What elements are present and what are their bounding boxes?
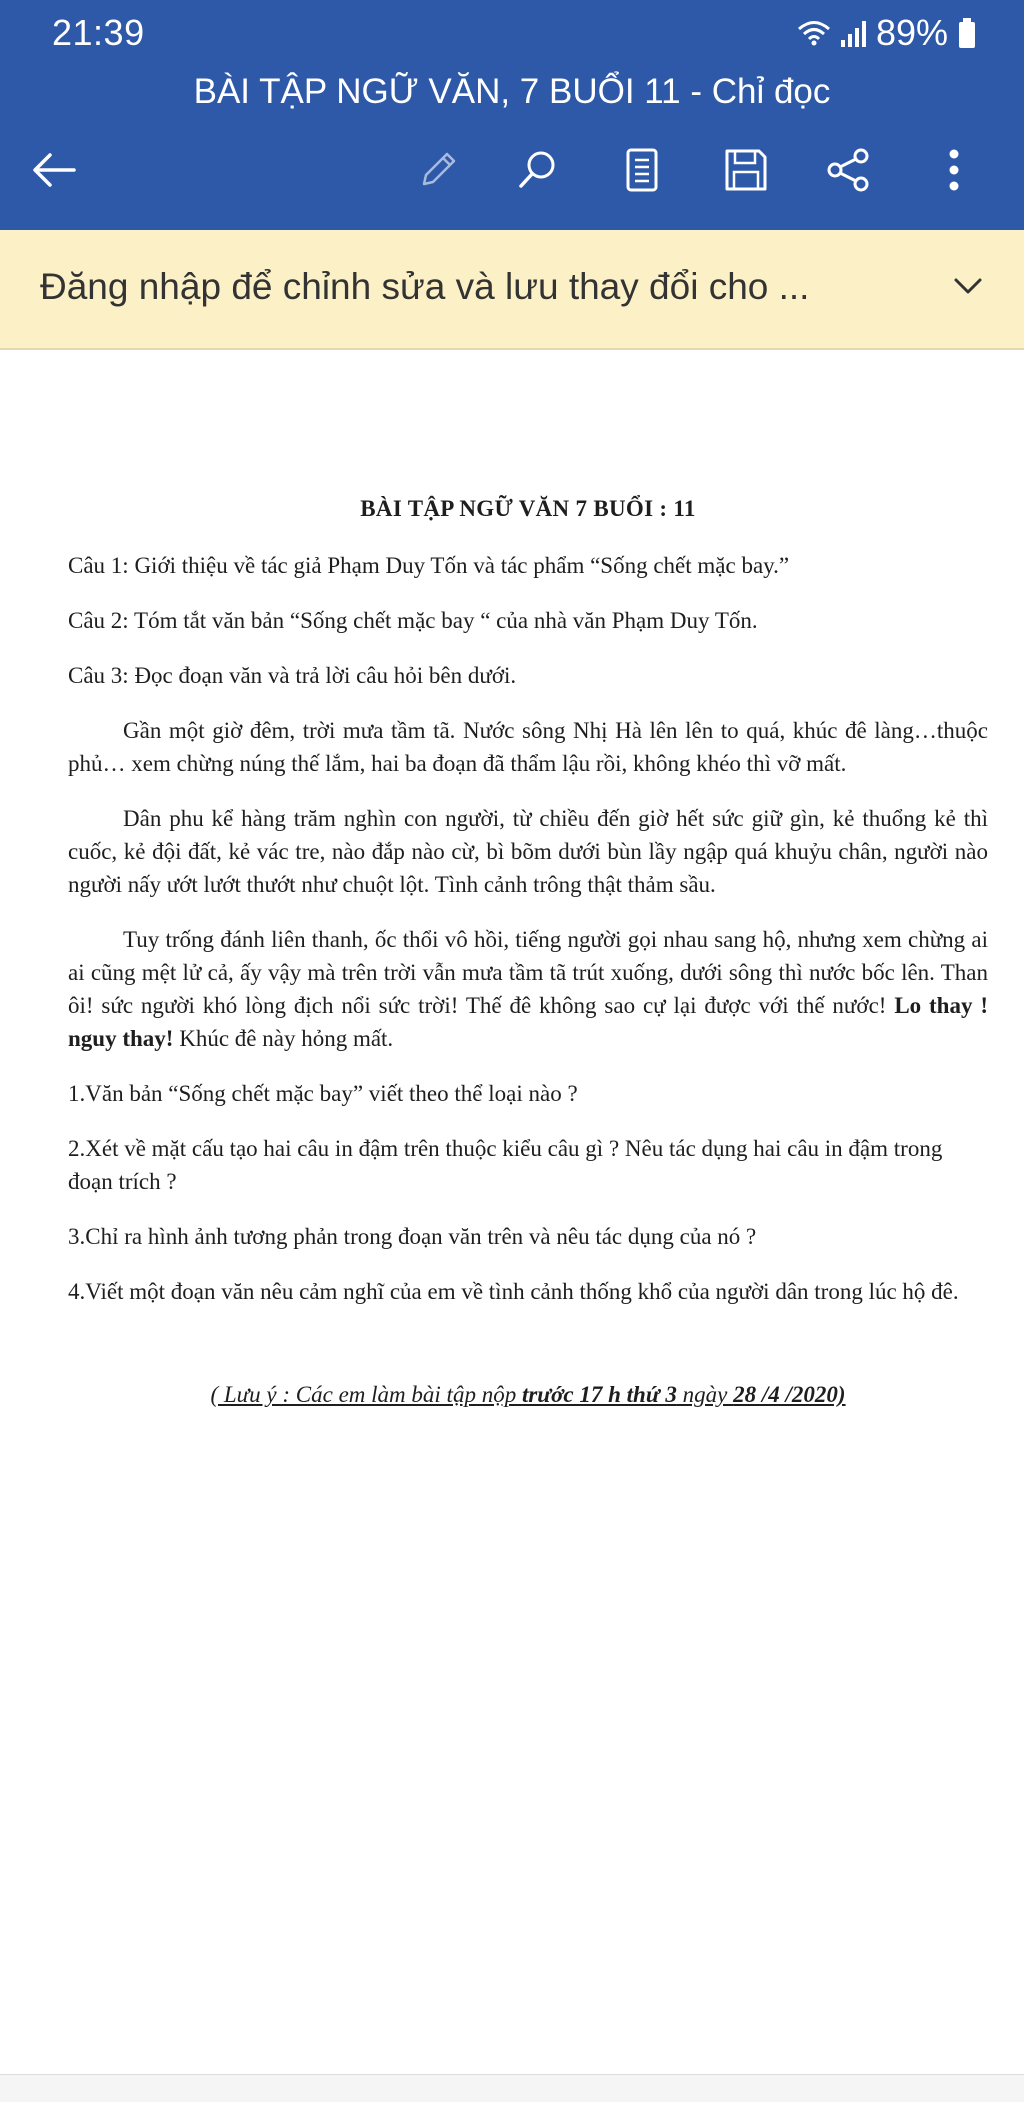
paragraph-3-end: Khúc đê này hỏng mất. (173, 1026, 394, 1051)
doc-heading: BÀI TẬP NGỮ VĂN 7 BUỔI : 11 (360, 496, 696, 521)
expand-banner-button[interactable] (940, 258, 996, 314)
sign-in-banner[interactable] (0, 230, 1024, 350)
toolbar (0, 140, 1024, 200)
back-button[interactable] (24, 140, 84, 200)
wifi-icon (797, 20, 831, 46)
bottom-edge (0, 2074, 1024, 2102)
status-indicators (797, 12, 976, 54)
task-4: 4.Viết một đoạn văn nêu cảm nghĩ của em về tình cảnh thống khổ của người dân trong lúc hộ đê. (68, 1279, 959, 1304)
share-button[interactable] (818, 140, 878, 200)
app-header (0, 0, 1024, 230)
paragraph-3-bold: Lo thay ! nguy thay! (68, 993, 988, 1051)
paragraph-1: Gần một giờ đêm, trời mưa tầm tã. Nước sông Nhị Hà lên lên to quá, khúc đê làng…thuộc phủ… xem chừng núng thế lắm, hai ba đoạn đã thẩm lậu rồi, không khéo thì vỡ mất. (68, 718, 988, 776)
search-button[interactable] (508, 140, 568, 200)
edit-button[interactable] (408, 140, 468, 200)
task-3: 3.Chỉ ra hình ảnh tương phản trong đoạn văn trên và nêu tác dụng của nó ? (68, 1224, 757, 1249)
task-2: 2.Xét về mặt cấu tạo hai câu in đậm trên thuộc kiểu câu gì ? Nêu tác dụng hai câu in đậm trong đoạn trích ? (68, 1136, 943, 1194)
battery-level: 89% (875, 12, 948, 53)
battery-icon (958, 18, 976, 48)
more-icon (946, 147, 962, 193)
note-deadline: trước 17 h thứ 3 (521, 1382, 677, 1407)
pencil-icon (416, 148, 460, 192)
save-button[interactable] (716, 140, 776, 200)
share-icon (825, 147, 871, 193)
chevron-down-icon (953, 276, 983, 296)
note-text: ( Lưu ý : Các em làm bài tập nộp (210, 1382, 522, 1407)
paragraph-3-text: Tuy trống đánh liên thanh, ốc thổi vô hồi, tiếng người gọi nhau sang hộ, nhưng xem chừng ai ai cũng mệt lử cả, ấy vậy mà trên trời vẫn mưa tầm tã trút xuống, dưới sông thì nước bốc lên. Than ôi! sức người khó lòng địch nổi sức trời! Thế đê không sao cự lại được với thế nước! (68, 927, 988, 1018)
note-day: ngày (676, 1382, 734, 1407)
document-body (68, 492, 988, 1434)
search-icon (516, 148, 560, 192)
question-3: Câu 3: Đọc đoạn văn và trả lời câu hỏi bên dưới. (68, 663, 517, 688)
paragraph-3 (68, 923, 988, 1055)
note-date: 28 /4 /2020) (733, 1382, 846, 1407)
back-arrow-icon (30, 150, 78, 190)
more-options-button[interactable] (924, 140, 984, 200)
status-time: 21:39 (52, 12, 145, 53)
sign-in-banner-text: Đăng nhập để chỉnh sửa và lưu thay đổi cho ... (40, 266, 810, 307)
paragraph-2: Dân phu kể hàng trăm nghìn con người, từ chiều đến giờ hết sức giữ gìn, kẻ thuổng kẻ thì cuốc, kẻ đội đất, kẻ vác tre, nào đắp nào cừ, bì bõm dưới bùn lầy ngập quá khuỷu chân, người nào người nấy ướt lướt thướt như chuột lột. Tình cảnh trông thật thảm sầu. (68, 806, 988, 897)
question-2: Câu 2: Tóm tắt văn bản “Sống chết mặc bay “ của nhà văn Phạm Duy Tốn. (68, 608, 758, 633)
document-title: BÀI TẬP NGỮ VĂN, 7 BUỔI 11 - Chỉ đọc (193, 72, 831, 111)
reading-view-icon (624, 147, 660, 193)
reading-view-button[interactable] (612, 140, 672, 200)
question-1: Câu 1: Giới thiệu về tác giả Phạm Duy Tốn và tác phẩm “Sống chết mặc bay.” (68, 553, 790, 578)
signal-icon (841, 19, 866, 47)
save-icon (723, 147, 769, 193)
task-1: 1.Văn bản “Sống chết mặc bay” viết theo thể loại nào ? (68, 1081, 578, 1106)
deadline-note (68, 1378, 988, 1411)
